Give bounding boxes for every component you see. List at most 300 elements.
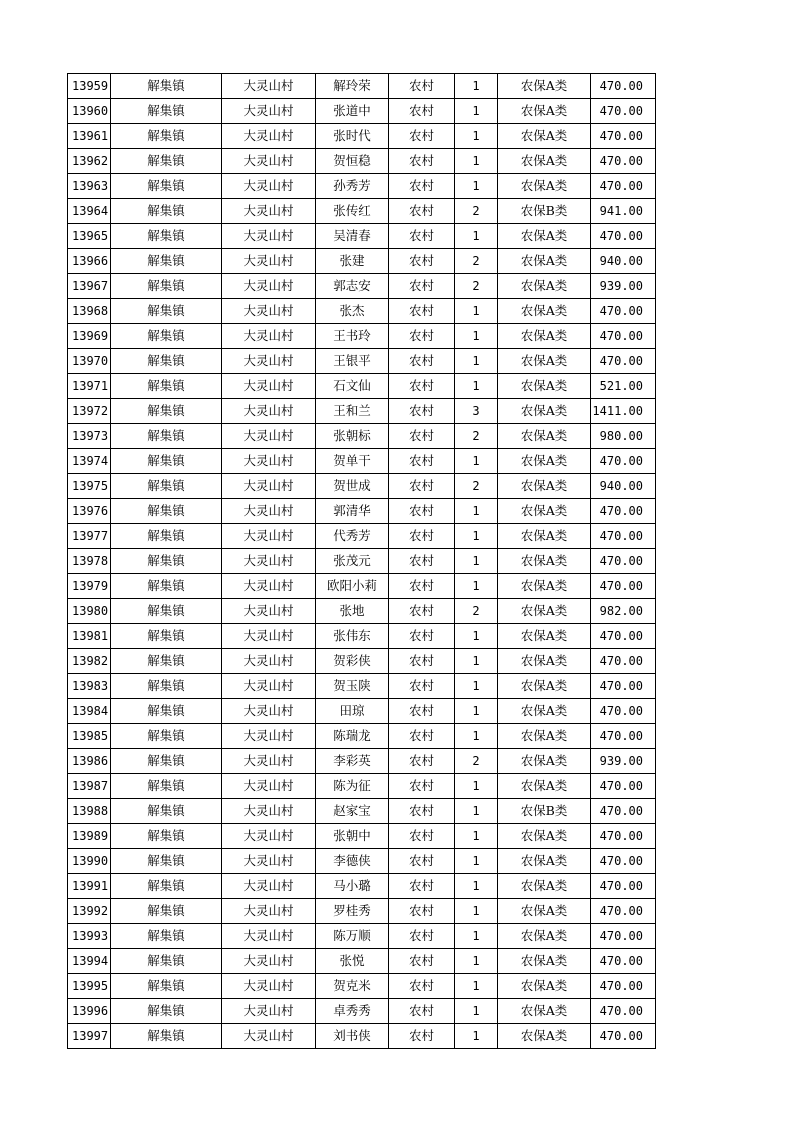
person-name-cell: 解玲荣 <box>316 74 389 99</box>
town-cell: 解集镇 <box>111 799 222 824</box>
person-name-cell: 张茂元 <box>316 549 389 574</box>
town-cell: 解集镇 <box>111 349 222 374</box>
town-cell: 解集镇 <box>111 899 222 924</box>
category-cell: 农保A类 <box>498 874 591 899</box>
record-id-cell: 13974 <box>68 449 111 474</box>
record-id-cell: 13972 <box>68 399 111 424</box>
table-row <box>68 124 656 149</box>
household-count-cell: 1 <box>455 799 498 824</box>
table-row <box>68 924 656 949</box>
village-cell: 大灵山村 <box>222 274 316 299</box>
household-count-cell: 1 <box>455 349 498 374</box>
amount-cell: 940.00 <box>591 474 656 499</box>
household-count-cell: 1 <box>455 824 498 849</box>
table-row <box>68 474 656 499</box>
table-row <box>68 649 656 674</box>
town-cell: 解集镇 <box>111 99 222 124</box>
category-cell: 农保A类 <box>498 849 591 874</box>
amount-cell: 470.00 <box>591 699 656 724</box>
town-cell: 解集镇 <box>111 499 222 524</box>
table-row <box>68 424 656 449</box>
record-id-cell: 13989 <box>68 824 111 849</box>
amount-cell: 470.00 <box>591 849 656 874</box>
person-name-cell: 郭志安 <box>316 274 389 299</box>
area-type-cell: 农村 <box>389 74 455 99</box>
household-count-cell: 1 <box>455 774 498 799</box>
table-row <box>68 949 656 974</box>
amount-cell: 470.00 <box>591 624 656 649</box>
person-name-cell: 张悦 <box>316 949 389 974</box>
household-count-cell: 1 <box>455 224 498 249</box>
household-count-cell: 2 <box>455 199 498 224</box>
category-cell: 农保A类 <box>498 724 591 749</box>
table-row <box>68 549 656 574</box>
village-cell: 大灵山村 <box>222 324 316 349</box>
village-cell: 大灵山村 <box>222 599 316 624</box>
village-cell: 大灵山村 <box>222 674 316 699</box>
household-count-cell: 1 <box>455 299 498 324</box>
area-type-cell: 农村 <box>389 924 455 949</box>
amount-cell: 470.00 <box>591 174 656 199</box>
village-cell: 大灵山村 <box>222 224 316 249</box>
amount-cell: 470.00 <box>591 924 656 949</box>
record-id-cell: 13964 <box>68 199 111 224</box>
table-row <box>68 874 656 899</box>
amount-cell: 470.00 <box>591 824 656 849</box>
table-row <box>68 974 656 999</box>
data-table <box>67 73 656 1049</box>
amount-cell: 1411.00 <box>591 399 656 424</box>
table-row <box>68 899 656 924</box>
record-id-cell: 13979 <box>68 574 111 599</box>
amount-cell: 470.00 <box>591 349 656 374</box>
record-id-cell: 13975 <box>68 474 111 499</box>
table-row <box>68 724 656 749</box>
amount-cell: 470.00 <box>591 74 656 99</box>
household-count-cell: 1 <box>455 449 498 474</box>
category-cell: 农保A类 <box>498 674 591 699</box>
town-cell: 解集镇 <box>111 149 222 174</box>
record-id-cell: 13977 <box>68 524 111 549</box>
record-id-cell: 13969 <box>68 324 111 349</box>
person-name-cell: 田琼 <box>316 699 389 724</box>
village-cell: 大灵山村 <box>222 424 316 449</box>
household-count-cell: 1 <box>455 174 498 199</box>
town-cell: 解集镇 <box>111 524 222 549</box>
table-row <box>68 799 656 824</box>
household-count-cell: 1 <box>455 874 498 899</box>
town-cell: 解集镇 <box>111 474 222 499</box>
category-cell: 农保A类 <box>498 749 591 774</box>
town-cell: 解集镇 <box>111 249 222 274</box>
area-type-cell: 农村 <box>389 299 455 324</box>
town-cell: 解集镇 <box>111 1024 222 1049</box>
area-type-cell: 农村 <box>389 499 455 524</box>
area-type-cell: 农村 <box>389 774 455 799</box>
person-name-cell: 张时代 <box>316 124 389 149</box>
category-cell: 农保A类 <box>498 424 591 449</box>
amount-cell: 470.00 <box>591 549 656 574</box>
table-row <box>68 74 656 99</box>
record-id-cell: 13967 <box>68 274 111 299</box>
household-count-cell: 1 <box>455 549 498 574</box>
person-name-cell: 代秀芳 <box>316 524 389 549</box>
category-cell: 农保A类 <box>498 649 591 674</box>
person-name-cell: 李彩英 <box>316 749 389 774</box>
village-cell: 大灵山村 <box>222 74 316 99</box>
village-cell: 大灵山村 <box>222 149 316 174</box>
village-cell: 大灵山村 <box>222 849 316 874</box>
area-type-cell: 农村 <box>389 124 455 149</box>
household-count-cell: 1 <box>455 899 498 924</box>
household-count-cell: 1 <box>455 674 498 699</box>
table-row <box>68 249 656 274</box>
village-cell: 大灵山村 <box>222 824 316 849</box>
area-type-cell: 农村 <box>389 849 455 874</box>
person-name-cell: 王和兰 <box>316 399 389 424</box>
town-cell: 解集镇 <box>111 999 222 1024</box>
record-id-cell: 13992 <box>68 899 111 924</box>
town-cell: 解集镇 <box>111 399 222 424</box>
table-row <box>68 524 656 549</box>
amount-cell: 470.00 <box>591 874 656 899</box>
person-name-cell: 吴清春 <box>316 224 389 249</box>
village-cell: 大灵山村 <box>222 449 316 474</box>
category-cell: 农保A类 <box>498 349 591 374</box>
category-cell: 农保A类 <box>498 899 591 924</box>
record-id-cell: 13980 <box>68 599 111 624</box>
record-id-cell: 13960 <box>68 99 111 124</box>
town-cell: 解集镇 <box>111 974 222 999</box>
category-cell: 农保A类 <box>498 299 591 324</box>
person-name-cell: 刘书侠 <box>316 1024 389 1049</box>
area-type-cell: 农村 <box>389 324 455 349</box>
record-id-cell: 13976 <box>68 499 111 524</box>
table-row <box>68 774 656 799</box>
amount-cell: 470.00 <box>591 524 656 549</box>
record-id-cell: 13985 <box>68 724 111 749</box>
category-cell: 农保A类 <box>498 474 591 499</box>
village-cell: 大灵山村 <box>222 724 316 749</box>
area-type-cell: 农村 <box>389 99 455 124</box>
record-id-cell: 13994 <box>68 949 111 974</box>
household-count-cell: 1 <box>455 949 498 974</box>
table-row <box>68 599 656 624</box>
amount-cell: 470.00 <box>591 149 656 174</box>
area-type-cell: 农村 <box>389 624 455 649</box>
town-cell: 解集镇 <box>111 199 222 224</box>
village-cell: 大灵山村 <box>222 649 316 674</box>
table-row <box>68 349 656 374</box>
village-cell: 大灵山村 <box>222 549 316 574</box>
table-row <box>68 199 656 224</box>
town-cell: 解集镇 <box>111 624 222 649</box>
town-cell: 解集镇 <box>111 299 222 324</box>
amount-cell: 470.00 <box>591 299 656 324</box>
record-id-cell: 13973 <box>68 424 111 449</box>
town-cell: 解集镇 <box>111 374 222 399</box>
person-name-cell: 贺克米 <box>316 974 389 999</box>
amount-cell: 470.00 <box>591 649 656 674</box>
category-cell: 农保A类 <box>498 624 591 649</box>
amount-cell: 470.00 <box>591 99 656 124</box>
amount-cell: 470.00 <box>591 774 656 799</box>
person-name-cell: 郭清华 <box>316 499 389 524</box>
town-cell: 解集镇 <box>111 449 222 474</box>
person-name-cell: 张传红 <box>316 199 389 224</box>
town-cell: 解集镇 <box>111 674 222 699</box>
amount-cell: 939.00 <box>591 274 656 299</box>
table-body <box>68 74 656 1049</box>
person-name-cell: 陈为征 <box>316 774 389 799</box>
record-id-cell: 13986 <box>68 749 111 774</box>
record-id-cell: 13993 <box>68 924 111 949</box>
household-count-cell: 2 <box>455 599 498 624</box>
category-cell: 农保A类 <box>498 324 591 349</box>
village-cell: 大灵山村 <box>222 624 316 649</box>
town-cell: 解集镇 <box>111 649 222 674</box>
town-cell: 解集镇 <box>111 949 222 974</box>
category-cell: 农保A类 <box>498 149 591 174</box>
household-count-cell: 1 <box>455 974 498 999</box>
village-cell: 大灵山村 <box>222 299 316 324</box>
amount-cell: 470.00 <box>591 949 656 974</box>
person-name-cell: 贺彩侠 <box>316 649 389 674</box>
person-name-cell: 陈万顺 <box>316 924 389 949</box>
town-cell: 解集镇 <box>111 774 222 799</box>
category-cell: 农保A类 <box>498 1024 591 1049</box>
record-id-cell: 13970 <box>68 349 111 374</box>
amount-cell: 470.00 <box>591 1024 656 1049</box>
table-row <box>68 449 656 474</box>
person-name-cell: 卓秀秀 <box>316 999 389 1024</box>
record-id-cell: 13988 <box>68 799 111 824</box>
person-name-cell: 贺世成 <box>316 474 389 499</box>
area-type-cell: 农村 <box>389 974 455 999</box>
category-cell: 农保A类 <box>498 449 591 474</box>
village-cell: 大灵山村 <box>222 974 316 999</box>
person-name-cell: 陈瑞龙 <box>316 724 389 749</box>
category-cell: 农保A类 <box>498 949 591 974</box>
household-count-cell: 1 <box>455 924 498 949</box>
amount-cell: 470.00 <box>591 499 656 524</box>
record-id-cell: 13971 <box>68 374 111 399</box>
category-cell: 农保A类 <box>498 274 591 299</box>
record-id-cell: 13983 <box>68 674 111 699</box>
table-row <box>68 99 656 124</box>
village-cell: 大灵山村 <box>222 249 316 274</box>
household-count-cell: 1 <box>455 849 498 874</box>
area-type-cell: 农村 <box>389 474 455 499</box>
category-cell: 农保A类 <box>498 824 591 849</box>
table-row <box>68 574 656 599</box>
area-type-cell: 农村 <box>389 824 455 849</box>
category-cell: 农保A类 <box>498 924 591 949</box>
area-type-cell: 农村 <box>389 424 455 449</box>
category-cell: 农保A类 <box>498 74 591 99</box>
person-name-cell: 罗桂秀 <box>316 899 389 924</box>
area-type-cell: 农村 <box>389 349 455 374</box>
household-count-cell: 1 <box>455 999 498 1024</box>
table-row <box>68 274 656 299</box>
household-count-cell: 2 <box>455 474 498 499</box>
person-name-cell: 王书玲 <box>316 324 389 349</box>
area-type-cell: 农村 <box>389 549 455 574</box>
village-cell: 大灵山村 <box>222 124 316 149</box>
category-cell: 农保A类 <box>498 599 591 624</box>
table-row <box>68 149 656 174</box>
household-count-cell: 1 <box>455 1024 498 1049</box>
category-cell: 农保A类 <box>498 524 591 549</box>
table-row <box>68 299 656 324</box>
household-count-cell: 1 <box>455 374 498 399</box>
town-cell: 解集镇 <box>111 849 222 874</box>
town-cell: 解集镇 <box>111 699 222 724</box>
table-row <box>68 849 656 874</box>
record-id-cell: 13962 <box>68 149 111 174</box>
person-name-cell: 赵家宝 <box>316 799 389 824</box>
record-id-cell: 13966 <box>68 249 111 274</box>
record-id-cell: 13961 <box>68 124 111 149</box>
area-type-cell: 农村 <box>389 149 455 174</box>
table-row <box>68 699 656 724</box>
record-id-cell: 13997 <box>68 1024 111 1049</box>
village-cell: 大灵山村 <box>222 749 316 774</box>
table-row <box>68 499 656 524</box>
person-name-cell: 石文仙 <box>316 374 389 399</box>
town-cell: 解集镇 <box>111 924 222 949</box>
category-cell: 农保A类 <box>498 999 591 1024</box>
area-type-cell: 农村 <box>389 574 455 599</box>
record-id-cell: 13995 <box>68 974 111 999</box>
town-cell: 解集镇 <box>111 74 222 99</box>
person-name-cell: 孙秀芳 <box>316 174 389 199</box>
record-id-cell: 13991 <box>68 874 111 899</box>
person-name-cell: 张杰 <box>316 299 389 324</box>
category-cell: 农保A类 <box>498 974 591 999</box>
table-row <box>68 174 656 199</box>
amount-cell: 470.00 <box>591 124 656 149</box>
area-type-cell: 农村 <box>389 999 455 1024</box>
record-id-cell: 13959 <box>68 74 111 99</box>
table-row <box>68 674 656 699</box>
person-name-cell: 张建 <box>316 249 389 274</box>
household-count-cell: 1 <box>455 149 498 174</box>
area-type-cell: 农村 <box>389 749 455 774</box>
household-count-cell: 1 <box>455 699 498 724</box>
category-cell: 农保A类 <box>498 549 591 574</box>
category-cell: 农保A类 <box>498 399 591 424</box>
person-name-cell: 马小璐 <box>316 874 389 899</box>
area-type-cell: 农村 <box>389 799 455 824</box>
household-count-cell: 1 <box>455 524 498 549</box>
village-cell: 大灵山村 <box>222 699 316 724</box>
town-cell: 解集镇 <box>111 424 222 449</box>
town-cell: 解集镇 <box>111 274 222 299</box>
category-cell: 农保A类 <box>498 699 591 724</box>
area-type-cell: 农村 <box>389 949 455 974</box>
village-cell: 大灵山村 <box>222 1024 316 1049</box>
person-name-cell: 欧阳小莉 <box>316 574 389 599</box>
area-type-cell: 农村 <box>389 224 455 249</box>
person-name-cell: 张道中 <box>316 99 389 124</box>
amount-cell: 470.00 <box>591 324 656 349</box>
area-type-cell: 农村 <box>389 399 455 424</box>
person-name-cell: 贺玉陕 <box>316 674 389 699</box>
amount-cell: 470.00 <box>591 224 656 249</box>
amount-cell: 470.00 <box>591 449 656 474</box>
category-cell: 农保A类 <box>498 574 591 599</box>
record-id-cell: 13984 <box>68 699 111 724</box>
household-count-cell: 1 <box>455 574 498 599</box>
amount-cell: 470.00 <box>591 899 656 924</box>
area-type-cell: 农村 <box>389 724 455 749</box>
village-cell: 大灵山村 <box>222 399 316 424</box>
town-cell: 解集镇 <box>111 874 222 899</box>
area-type-cell: 农村 <box>389 524 455 549</box>
household-count-cell: 1 <box>455 724 498 749</box>
town-cell: 解集镇 <box>111 599 222 624</box>
record-id-cell: 13965 <box>68 224 111 249</box>
town-cell: 解集镇 <box>111 224 222 249</box>
village-cell: 大灵山村 <box>222 774 316 799</box>
area-type-cell: 农村 <box>389 249 455 274</box>
area-type-cell: 农村 <box>389 599 455 624</box>
village-cell: 大灵山村 <box>222 899 316 924</box>
amount-cell: 470.00 <box>591 974 656 999</box>
town-cell: 解集镇 <box>111 824 222 849</box>
amount-cell: 470.00 <box>591 799 656 824</box>
area-type-cell: 农村 <box>389 174 455 199</box>
household-count-cell: 2 <box>455 424 498 449</box>
household-count-cell: 3 <box>455 399 498 424</box>
area-type-cell: 农村 <box>389 1024 455 1049</box>
village-cell: 大灵山村 <box>222 474 316 499</box>
person-name-cell: 张地 <box>316 599 389 624</box>
amount-cell: 470.00 <box>591 674 656 699</box>
amount-cell: 982.00 <box>591 599 656 624</box>
amount-cell: 470.00 <box>591 724 656 749</box>
household-count-cell: 2 <box>455 749 498 774</box>
amount-cell: 940.00 <box>591 249 656 274</box>
area-type-cell: 农村 <box>389 899 455 924</box>
category-cell: 农保A类 <box>498 124 591 149</box>
village-cell: 大灵山村 <box>222 99 316 124</box>
category-cell: 农保A类 <box>498 374 591 399</box>
village-cell: 大灵山村 <box>222 949 316 974</box>
village-cell: 大灵山村 <box>222 874 316 899</box>
area-type-cell: 农村 <box>389 199 455 224</box>
household-count-cell: 1 <box>455 124 498 149</box>
town-cell: 解集镇 <box>111 124 222 149</box>
household-count-cell: 2 <box>455 249 498 274</box>
area-type-cell: 农村 <box>389 374 455 399</box>
category-cell: 农保A类 <box>498 174 591 199</box>
village-cell: 大灵山村 <box>222 374 316 399</box>
amount-cell: 470.00 <box>591 999 656 1024</box>
record-id-cell: 13981 <box>68 624 111 649</box>
person-name-cell: 贺恒稳 <box>316 149 389 174</box>
record-id-cell: 13990 <box>68 849 111 874</box>
village-cell: 大灵山村 <box>222 999 316 1024</box>
area-type-cell: 农村 <box>389 449 455 474</box>
village-cell: 大灵山村 <box>222 174 316 199</box>
person-name-cell: 张朝中 <box>316 824 389 849</box>
area-type-cell: 农村 <box>389 674 455 699</box>
record-id-cell: 13968 <box>68 299 111 324</box>
person-name-cell: 张朝标 <box>316 424 389 449</box>
table-row <box>68 374 656 399</box>
